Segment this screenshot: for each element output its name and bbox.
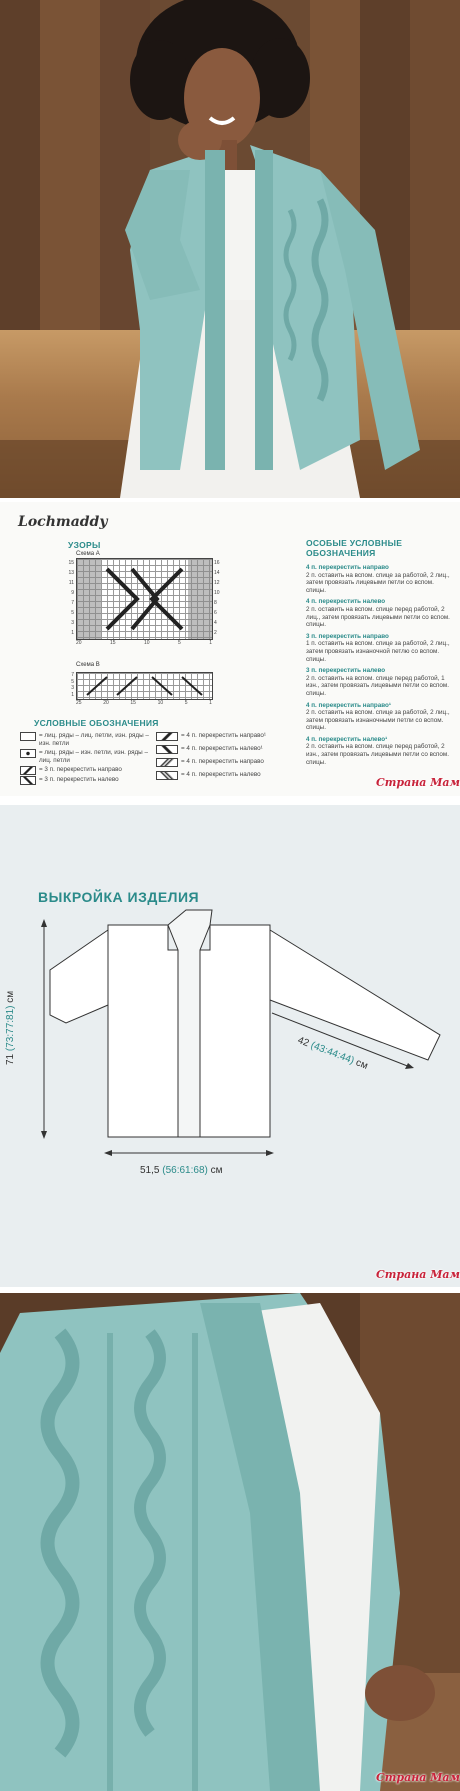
special-item: 3 п. перекрестить направо 1 п. оставить на вспом. спице за работой, 2 лиц., затем провязать изнаночной петлю со вспом. спицы.	[306, 632, 450, 663]
model-illustration	[0, 0, 460, 498]
detail-illustration	[0, 1293, 460, 1791]
special-heading: ОСОБЫЕ УСЛОВНЫЕ ОБОЗНАЧЕНИЯ	[306, 538, 403, 558]
scheme-b-grid	[76, 672, 213, 700]
cardigan-photo-detail	[0, 1293, 460, 1791]
scheme-b-label: Схема В	[76, 662, 100, 668]
cross-left-symbol	[20, 776, 36, 785]
legend-item-4-left-1: = 4 п. перекрестить налево¹	[156, 745, 276, 754]
legend-item-4-right-1: = 4 п. перекрестить направо¹	[156, 732, 276, 741]
scheme-a-col-numbers: 20 15 10 5 1	[76, 640, 212, 646]
scheme-a-grid	[76, 558, 213, 640]
schematic-title: ВЫКРОЙКА ИЗДЕЛИЯ	[38, 889, 200, 905]
scheme-b-row-numbers: 7 5 3 1	[71, 672, 74, 698]
schematic-drawing	[0, 805, 460, 1287]
scheme-a-row-numbers-right: 16 14 12 10 8 6 4 2	[214, 560, 220, 636]
legend-item-3-right: = 3 п. перекрестить направо	[20, 766, 150, 775]
scheme-b-col-numbers: 25 20 15 10 5 1	[76, 700, 212, 706]
width-dimension: 51,5 (56:61:68) см	[140, 1165, 223, 1176]
cross4-right-symbol	[156, 758, 178, 767]
cross4-left-symbol	[156, 771, 178, 780]
watermark: Страна Мам	[376, 1268, 460, 1281]
special-item: 3 п. перекрестить налево 2 п. оставить на вспом. спице перед работой, 1 изн., затем провязать лицевыми петли со вспом. спицы.	[306, 667, 450, 697]
patterns-heading: УЗОРЫ	[68, 540, 101, 550]
special-item: 4 п. перекрестить налево 2 п. оставить на вспом. спице перед работой, 2 лиц., затем провязать лицевыми петли со вспом. спицы.	[306, 598, 450, 629]
special-item: 4 п. перекрестить направо¹ 2 п. оставить на вспом. спице за работой, 2 лиц., затем провязать изнаночными петли со вспом. спицы.	[306, 701, 450, 732]
cross-right-symbol	[20, 766, 36, 775]
special-item: 4 п. перекрестить направо 2 п. оставить на вспом. спице за работой, 2 лиц., затем провязать лицевыми петли со вспом. спицы.	[306, 564, 450, 594]
legend-item-knit: = лиц. ряды – лиц. петли, изн. ряды – изн. петли	[20, 732, 150, 747]
legend-item-4-right: = 4 п. перекрестить направо	[156, 758, 276, 767]
legend-item-purl: = лиц. ряды – изн. петли, изн. ряды – лиц. петли	[20, 749, 150, 764]
special-list	[306, 564, 454, 770]
purl-symbol	[20, 749, 36, 758]
scheme-a-row-numbers: 15 13 11 9 7 5 3 1	[68, 560, 74, 636]
garment-schematic	[0, 805, 460, 1287]
height-dimension: 71 (73:77:81) см	[5, 990, 16, 1065]
knit-symbol	[20, 732, 36, 741]
cross4-left-alt-symbol	[156, 745, 178, 754]
knitting-chart-page	[0, 502, 460, 796]
pattern-name: Lochmaddy	[18, 514, 108, 530]
cross4-right-alt-symbol	[156, 732, 178, 741]
legend-heading: УСЛОВНЫЕ ОБОЗНАЧЕНИЯ	[34, 718, 159, 728]
scheme-a-cables	[77, 559, 212, 639]
watermark: Страна Мам	[376, 1771, 460, 1784]
scheme-b-cables	[77, 673, 212, 699]
watermark: Страна Мам	[376, 776, 460, 789]
sleeve-dimension: 42 (43:44:44) см	[296, 1035, 370, 1072]
legend-item-4-left: = 4 п. перекрестить налево	[156, 771, 276, 780]
cardigan-photo-full	[0, 0, 460, 498]
scheme-a-label: Схема А	[76, 551, 100, 557]
special-item: 4 п. перекрестить налево¹ 2 п. оставить на вспом. спице перед работой, 2 изн., затем провязать лицевыми петли со вспом. спицы.	[306, 735, 450, 766]
legend-item-3-left: = 3 п. перекрестить налево	[20, 776, 150, 785]
